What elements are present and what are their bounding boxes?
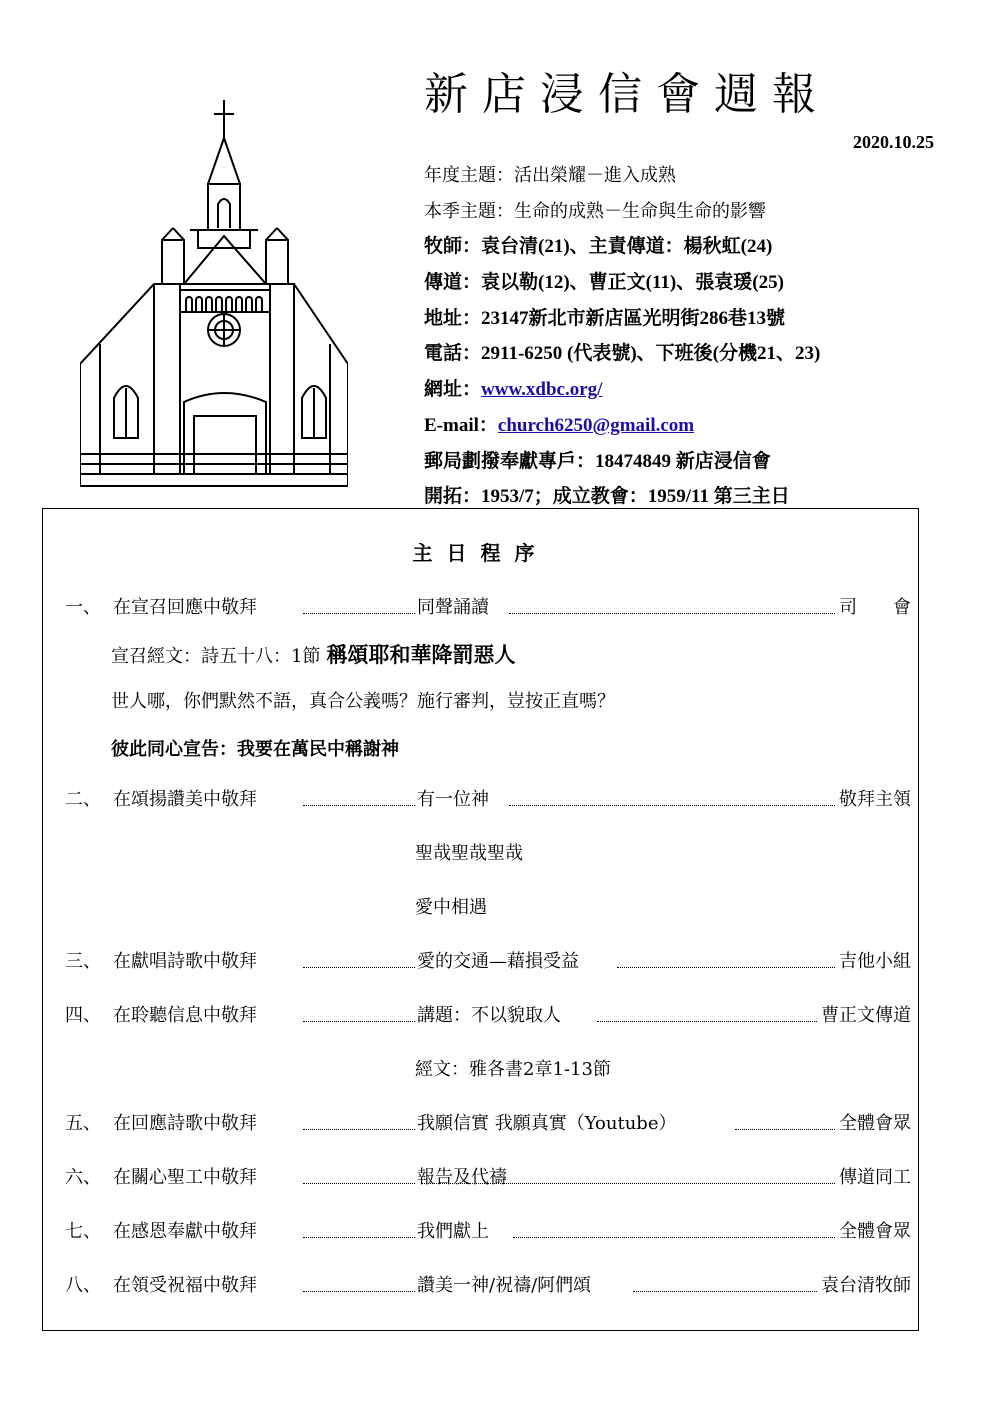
postal-line: 郵局劃撥奉獻專戶：18474849 新店浸信會 [424, 450, 771, 472]
email-link[interactable]: church6250@gmail.com [497, 414, 695, 436]
program-item: 講題：不以貌取人 [417, 1005, 561, 1026]
song-extra-1: 聖哉聖哉聖哉 [415, 843, 523, 864]
dot-leader [303, 613, 415, 614]
dot-leader [303, 805, 415, 806]
phone-line: 電話：2911-6250 (代表號)、下班後(分機21、23) [424, 343, 821, 365]
program-number: 三、 [65, 951, 101, 972]
program-item: 我願信實 我願真實（Youtube） [417, 1113, 677, 1134]
declaration: 彼此同心宣告：我要在萬民中稱謝神 [111, 739, 399, 760]
program-number: 五、 [65, 1113, 101, 1134]
dot-leader [303, 1021, 415, 1022]
preachers-line: 傳道：袁以勒(12)、曹正文(11)、張袁瑗(25) [424, 272, 784, 294]
program-title: 主日程序 [412, 541, 549, 565]
dot-leader [421, 1183, 835, 1184]
dot-leader [509, 805, 835, 806]
dot-leader [303, 1291, 415, 1292]
program-section: 在回應詩歌中敬拜 [113, 1113, 257, 1134]
dot-leader [303, 967, 415, 968]
program-section: 在獻唱詩歌中敬拜 [113, 951, 257, 972]
program-section: 在頌揚讚美中敬拜 [113, 789, 257, 810]
program-section: 在領受祝福中敬拜 [113, 1275, 257, 1296]
dot-leader [303, 1129, 415, 1130]
website-line: 網址：www.xdbc.org/ [424, 379, 603, 401]
program-number: 一、 [65, 597, 101, 618]
call-scripture: 宣召經文：詩五十八：1節 稱頌耶和華降罰惡人 [111, 642, 516, 667]
pastor-line: 牧師：袁台清(21)、主責傳道：楊秋虹(24) [424, 236, 773, 258]
year-theme: 年度主題：活出榮耀－進入成熟 [424, 165, 676, 186]
program-number: 六、 [65, 1167, 101, 1188]
program-row [65, 1163, 915, 1193]
dot-leader [735, 1129, 835, 1130]
dot-leader [633, 1291, 817, 1292]
program-section: 在聆聽信息中敬拜 [113, 1005, 257, 1026]
scripture-reading: 經文：雅各書2章1-13節 [415, 1059, 611, 1080]
program-row [65, 1271, 915, 1301]
dot-leader [303, 1183, 415, 1184]
program-item: 讚美一神/祝禱/阿們頌 [417, 1275, 592, 1296]
dot-leader [597, 1021, 817, 1022]
program-number: 四、 [65, 1005, 101, 1026]
program-row [65, 947, 915, 977]
program-number: 二、 [65, 789, 101, 810]
program-section: 在感恩奉獻中敬拜 [113, 1221, 257, 1242]
program-row [65, 1217, 915, 1247]
program-leader: 全體會眾 [839, 1113, 911, 1134]
song-extra-2: 愛中相遇 [415, 897, 487, 918]
program-leader: 袁台清牧師 [821, 1275, 911, 1296]
program-number: 七、 [65, 1221, 101, 1242]
bulletin-date: 2020.10.25 [853, 132, 934, 152]
church-info [424, 158, 820, 515]
dot-leader [513, 1237, 835, 1238]
program-section: 在關心聖工中敬拜 [113, 1167, 257, 1188]
program-number: 八、 [65, 1275, 101, 1296]
program-row [65, 1001, 915, 1031]
program-leader: 司 會 [839, 597, 911, 618]
dot-leader [617, 967, 835, 968]
church-illustration [80, 98, 348, 490]
bulletin-title: 新店浸信會週報 [424, 69, 830, 120]
founded-line: 開拓：1953/7；成立教會：1959/11 第三主日 [424, 486, 790, 508]
program-item: 愛的交通—藉損受益 [417, 951, 579, 972]
dot-leader [509, 613, 835, 614]
program-row [65, 785, 915, 815]
dot-leader [303, 1237, 415, 1238]
call-verse: 世人哪，你們默然不語，真合公義嗎？施行審判，豈按正直嗎？ [111, 691, 615, 712]
program-leader: 曹正文傳道 [821, 1005, 911, 1026]
program-item: 報告及代禱 [417, 1167, 507, 1188]
program-leader: 傳道同工 [839, 1167, 911, 1188]
program-item: 有一位神 [417, 789, 489, 810]
program-item: 我們獻上 [417, 1221, 489, 1242]
program-section: 在宣召回應中敬拜 [113, 597, 257, 618]
email-line: E-mail：church6250@gmail.com [424, 414, 695, 436]
address-line: 地址：23147新北市新店區光明街286巷13號 [424, 307, 786, 329]
website-link[interactable]: www.xdbc.org/ [481, 379, 603, 401]
program-leader: 敬拜主領 [839, 789, 911, 810]
program-box [42, 508, 919, 1331]
program-row [65, 1109, 915, 1139]
season-theme: 本季主題：生命的成熟－生命與生命的影響 [424, 200, 766, 222]
program-row [65, 593, 915, 623]
program-item: 同聲誦讀 [417, 597, 489, 618]
program-leader: 全體會眾 [839, 1221, 911, 1242]
program-leader: 吉他小組 [839, 951, 911, 972]
